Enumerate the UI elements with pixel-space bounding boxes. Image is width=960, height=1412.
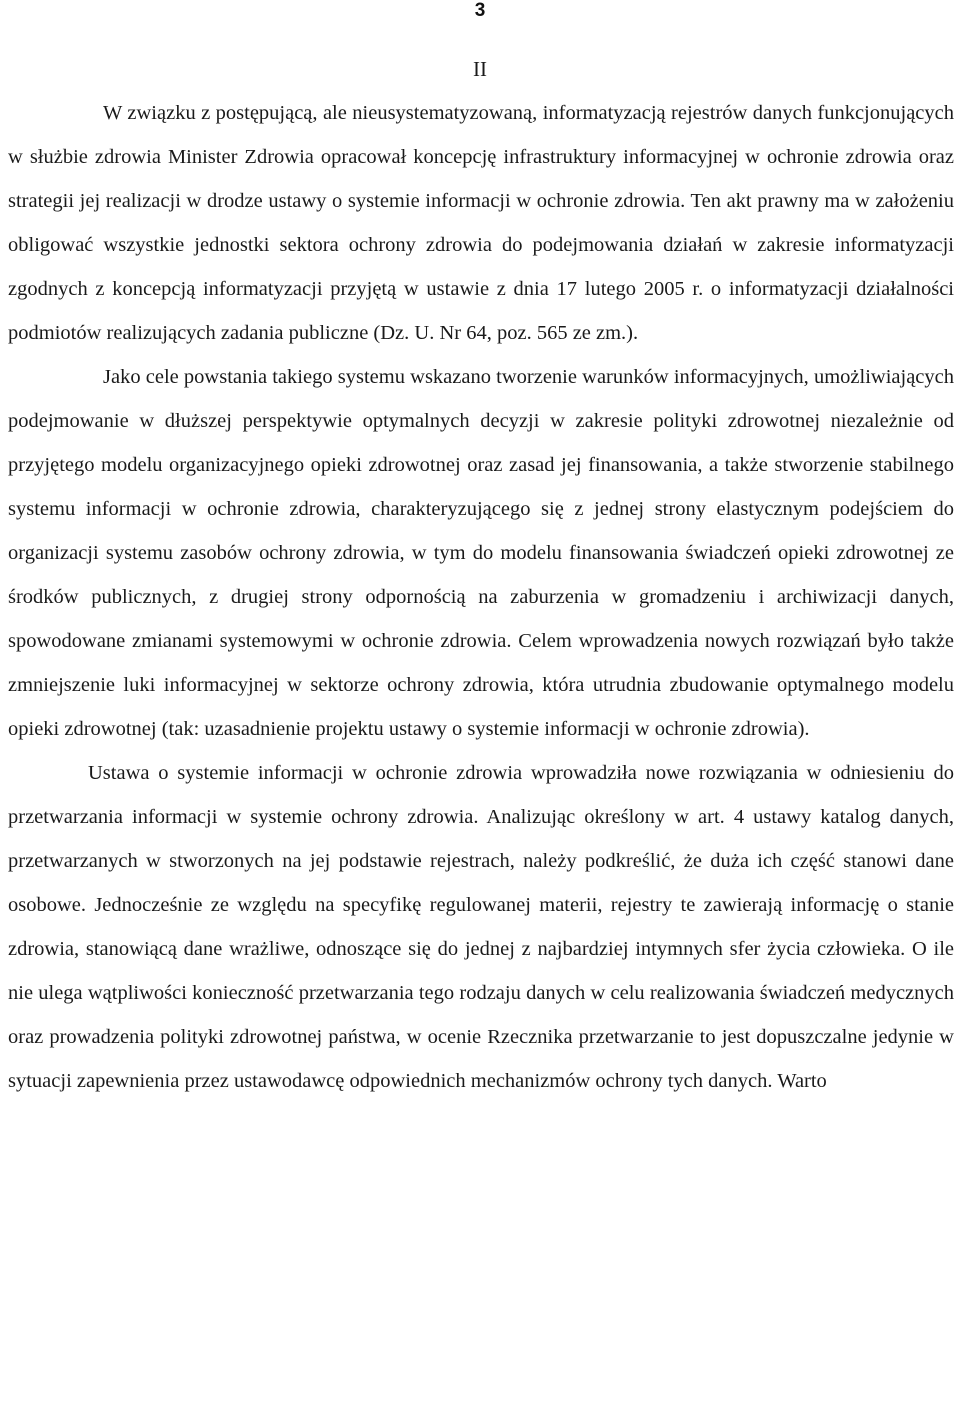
paragraph-3: Ustawa o systemie informacji w ochronie zdrowia wprowadziła nowe rozwiązania w odniesieniu do przetwarzania informacji w systemie ochrony zdrowia. Analizując określony w art. 4 ustawy katalog danych, przetwarzanych w stworzonych na jej podstawie rejestrach, należy podkreślić, że duża ich część stanowi dane osobowe. Jednocześnie ze względu na specyfikę regulowanej materii, rejestry te zawierają informację o stanie zdrowia, stanowiącą dane wrażliwe, odnoszące się do jednej z najbardziej intymnych sfer życia człowieka. O ile nie ulega wątpliwości konieczność przetwarzania tego rodzaju danych w celu realizowania świadczeń medycznych oraz prowadzenia polityki zdrowotnej państwa, w ocenie Rzecznika przetwarzanie to jest dopuszczalne jedynie w sytuacji zapewnienia przez ustawodawcę odpowiednich mechanizmów ochrony tych danych. Warto bbox=[8, 762, 954, 1092]
section-heading: II bbox=[473, 57, 487, 81]
page-number: 3 bbox=[474, 0, 486, 21]
paragraph-2: Jako cele powstania takiego systemu wskazano tworzenie warunków informacyjnych, umożliwiających podejmowanie w dłuższej perspektywie optymalnych decyzji w zakresie polityki zdrowotnej niezależnie od przyjętego modelu organizacyjnego opieki zdrowotnej oraz zasad jej finansowania, a także stworzenie stabilnego systemu informacji w ochronie zdrowia, charakteryzującego się z jednej strony elastycznym podejściem do organizacji systemu zasobów ochrony zdrowia, w tym do modelu finansowania świadczeń opieki zdrowotnej ze środków publicznych, z drugiej strony odpornością na zaburzenia w gromadzeniu i archiwizacji danych, spowodowane zmianami systemowymi w ochronie zdrowia. Celem wprowadzenia nowych rozwiązań było także zmniejszenie luki informacyjnej w sektorze ochrony zdrowia, która utrudnia zbudowanie optymalnego modelu opieki zdrowotnej (tak: uzasadnienie projektu ustawy o systemie informacji w ochronie zdrowia). bbox=[8, 366, 954, 740]
document-body bbox=[8, 91, 954, 1103]
paragraph-1: W związku z postępującą, ale nieusystematyzowaną, informatyzacją rejestrów danych funkcjonujących w służbie zdrowia Minister Zdrowia opracował koncepcję infrastruktury informacyjnej w ochronie zdrowia oraz strategii jej realizacji w drodze ustawy o systemie informacji w ochronie zdrowia. Ten akt prawny ma w założeniu obligować wszystkie jednostki sektora ochrony zdrowia do podejmowania działań w zakresie informatyzacji zgodnych z koncepcją informatyzacji przyjętą w ustawie z dnia 17 lutego 2005 r. o informatyzacji działalności podmiotów realizujących zadania publiczne (Dz. U. Nr 64, poz. 565 ze zm.). bbox=[8, 102, 954, 344]
